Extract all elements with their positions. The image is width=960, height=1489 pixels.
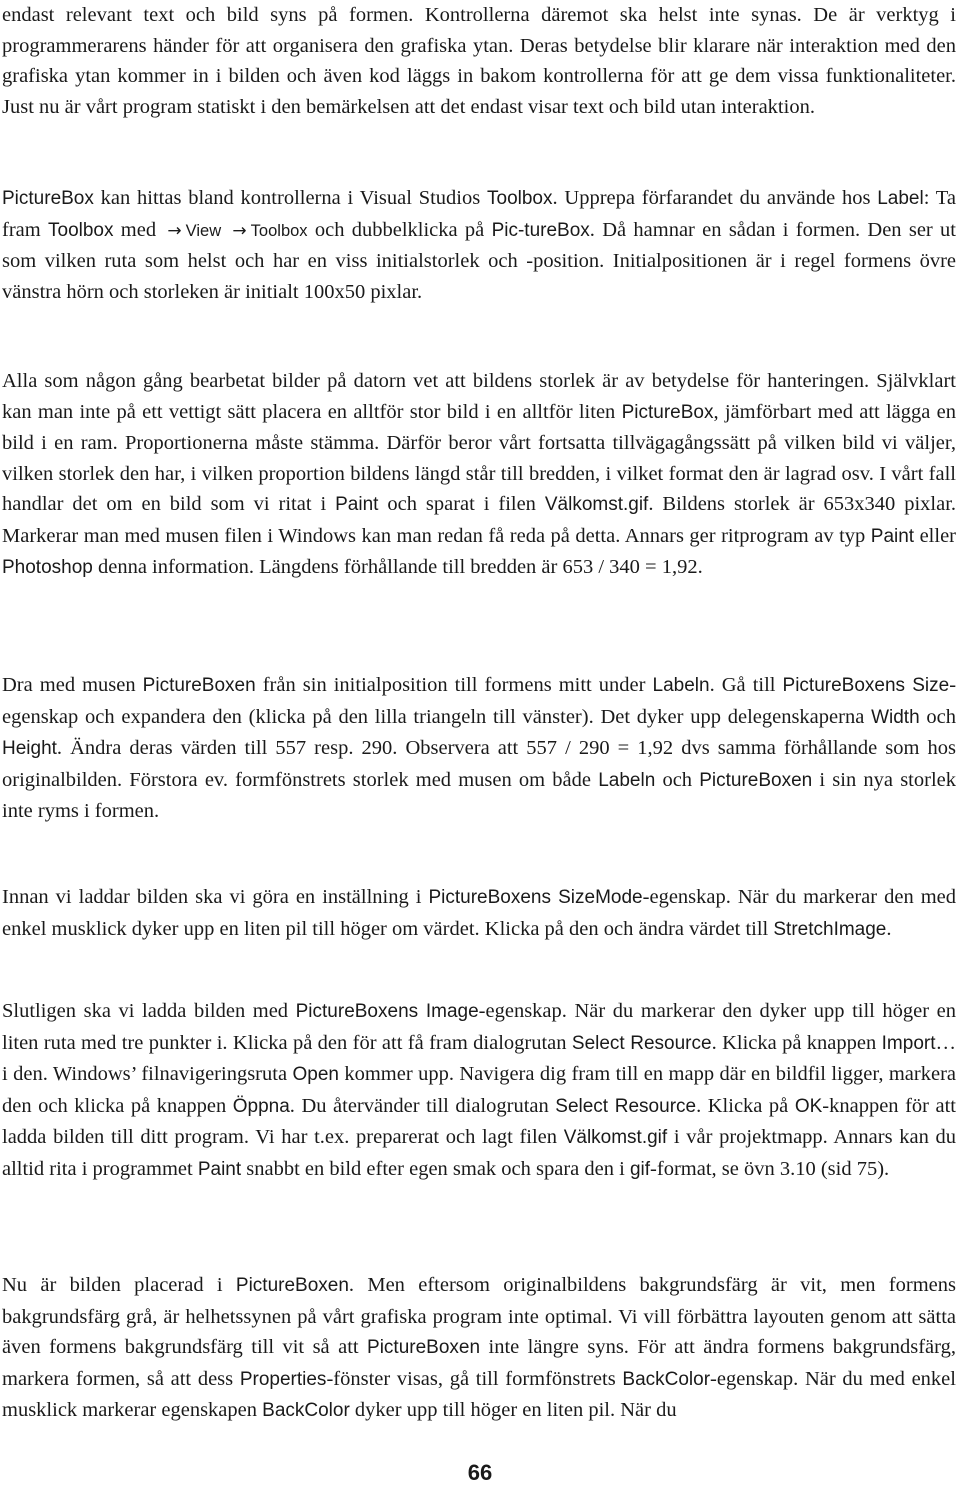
text-run: Nu är bilden placerad i [2,1274,236,1296]
ui-term: BackColor [262,1400,350,1421]
text-run: . Ändra deras värden till 557 resp. 290. Observera att 557 / 290 = 1,92 dvs samma förhållande som hos originalbilden. Förstora ev. formfönstrets storlek med musen om både [2,737,956,791]
ui-term: PictureBoxens Size [782,675,950,696]
text-run: . Gå till [709,674,783,696]
arrow-right-icon: → [167,220,182,241]
text-run: Slutligen ska vi ladda bilden med [2,1000,296,1022]
paragraph-sizemode [2,882,956,945]
text-run: . Klicka på knappen [711,1031,882,1054]
paragraph-resize-picturebox [2,670,956,827]
paragraph-backcolor [2,1270,956,1427]
text-run: denna information. Längdens förhållande till bredden är 653 / 340 = 1,92. [92,556,703,578]
ui-term: Import [881,1032,936,1054]
ui-term: Välkomst.gif [544,494,649,515]
ui-term: Select Resource [555,1095,697,1117]
ui-term: Öppna [232,1095,290,1117]
text-run: i sin nya storlek inte ryms i formen. [2,768,956,822]
ui-term: PictureBoxen [699,769,813,791]
text-run: Innan vi laddar bilden ska vi göra en inställning i [2,886,429,908]
text-run: -format, se övn 3.10 (sid 75). [650,1157,890,1180]
ui-term: Paint [335,494,379,515]
text-run: snabbt en bild efter egen smak och spara den i [241,1157,630,1180]
ui-term: Paint [870,525,915,547]
ui-term: PictureBoxens SizeMode [428,887,643,908]
paragraph-image-size [2,366,956,584]
text-run: Dra med musen [2,674,143,696]
text-run: Alla som någon gång bearbetat bilder på datorn vet att bildens storlek är av betydelse för hanteringen. Självklart kan man inte på ett vettigt sätt placera en alltför stor bild i en alltför liten [2,370,956,423]
page-number: 66 [467,1460,493,1485]
ui-term: Paint [197,1158,242,1180]
text-run: i vår projektmapp. Annars kan du alltid rita i programmet [2,1126,956,1180]
arrow-right-icon: → [232,220,247,241]
text-run: och [919,705,956,728]
ui-term: Open [292,1064,339,1085]
text-run: . Du återvänder till dialogrutan [289,1094,556,1117]
text-run: . Men eftersom originalbildens bakgrundsfärg är vit, men formens bakgrundsfärg grå, är helhetssynen på vårt grafiska program inte optimal. Vi vill förbättra layouten genom att sätta även formens bakgrundsfärg till vit så att [2,1274,956,1358]
ui-term: Pic-tureBox [491,219,590,241]
ui-term: Välkomst.gif [563,1127,668,1148]
ui-term: StretchImage [773,918,887,940]
text-run: -knappen för att ladda bilden till ditt program. Vi har t.ex. preparerat och lagt filen [2,1094,956,1148]
text-run: … i den. Windows’ filnavigeringsruta [2,1031,956,1085]
ui-term: Labeln [652,675,710,696]
menu-term: Toolbox [250,221,308,240]
text-run: och sparat i filen [378,493,545,515]
ui-term: PictureBoxen [235,1275,349,1296]
ui-term: Labeln [598,769,656,791]
text-run: med [113,218,164,241]
text-run: , jämförbart med att lägga en bild i en ram. Proportionerna måste stämma. Därför beror vårt fortsatta tillvägagångssätt på vilken bild vi väljer, vilken storlek den har, i vilken proportion bildens längd står till bredden, i vilket format den är lagrad osv. I vårt fall handlar det om en bild som vi ritat i [2,400,957,515]
text-run: . [886,917,892,940]
text-run: -egenskap och expandera den (klicka på den lilla triangeln till vänster). Det dyker upp delegenskaperna [2,674,957,728]
text-run: -egenskap. När du markerar den dyker upp till höger en liten ruta med tre punkter i. Klicka på den för att få fram dialogrutan [2,1000,957,1054]
ui-term: Photoshop [2,557,93,578]
text-run: . Då hamnar en sådan i formen. Den ser ut som vilken ruta som helst och har en viss initialstorlek och -position. Initialpositionen är i regel formens övre vänstra hörn och storleken är initialt 100x50 pixlar. [2,218,957,303]
text-run: och [655,768,700,791]
text-run: : Ta fram [2,187,956,241]
text-run: dyker upp till höger en liten pil. När du [349,1399,677,1421]
ui-term: gif [629,1158,651,1180]
ui-term: Toolbox [487,188,553,209]
text-run: . Upprepa förfarandet du använde hos [552,187,878,209]
ui-term: PictureBox [2,188,94,209]
text-run: kan hittas bland kontrollerna i Visual Studios [93,187,487,209]
ui-term: Toolbox [48,219,114,241]
ui-term: Width [871,706,920,728]
menu-term: View [185,221,222,240]
ui-term: OK [794,1095,823,1117]
text-run: eller [914,524,957,547]
ui-term: Height [2,738,57,759]
text-run: -egenskap. När du med enkel musklick markerar egenskapen [2,1367,956,1421]
ui-term: BackColor [622,1368,711,1390]
ui-term: PictureBoxens Image [295,1001,479,1022]
paragraph-picturebox-toolbox [2,183,956,307]
text-run: inte längre syns. För att ändra formens bakgrundsfärg, markera formen, så att dess [2,1336,956,1390]
ui-term: Label [877,188,924,209]
paragraph-load-image [2,996,956,1185]
text-run: från sin initialposition till formens mitt under [255,674,653,696]
text-run: kommer upp. Navigera dig fram till en mapp där en bildfil ligger, markera den och klicka på knappen [2,1063,956,1117]
ui-term: Properties [239,1368,327,1390]
ui-term: PictureBoxen [142,675,256,696]
ui-term: PictureBoxen [367,1337,481,1358]
text-run: och dubbelklicka på [307,218,492,241]
text-run: . Klicka på [696,1094,795,1117]
ui-term: Select Resource [571,1032,712,1054]
text-run: . Bildens storlek är 653x340 pixlar. Markerar man med musen filen i Windows kan man redan få reda på detta. Annars ger ritprogram av typ [2,493,957,547]
text-run: endast relevant text och bild syns på formen. Kontrollerna däremot ska helst inte synas. De är verktyg i programmerarens händer för att organisera den grafiska ytan. Deras betydelse blir klarare när interaktion med den grafiska ytan kommer in i bilden och även kod läggs in bakom kontrollerna för att ge dem vissa funktionaliteter. Just nu är vårt program statiskt i den bemärkelsen att det endast visar text och bild utan interaktion. [2,4,956,118]
text-run: -egenskap. När du markerar den med enkel musklick dyker upp en liten pil till höger om värdet. Klicka på den och ändra värdet till [2,886,957,940]
ui-term: PictureBox [621,401,714,423]
paragraph-intro-controls [2,0,956,122]
text-run: -fönster visas, gå till formfönstrets [326,1367,623,1390]
